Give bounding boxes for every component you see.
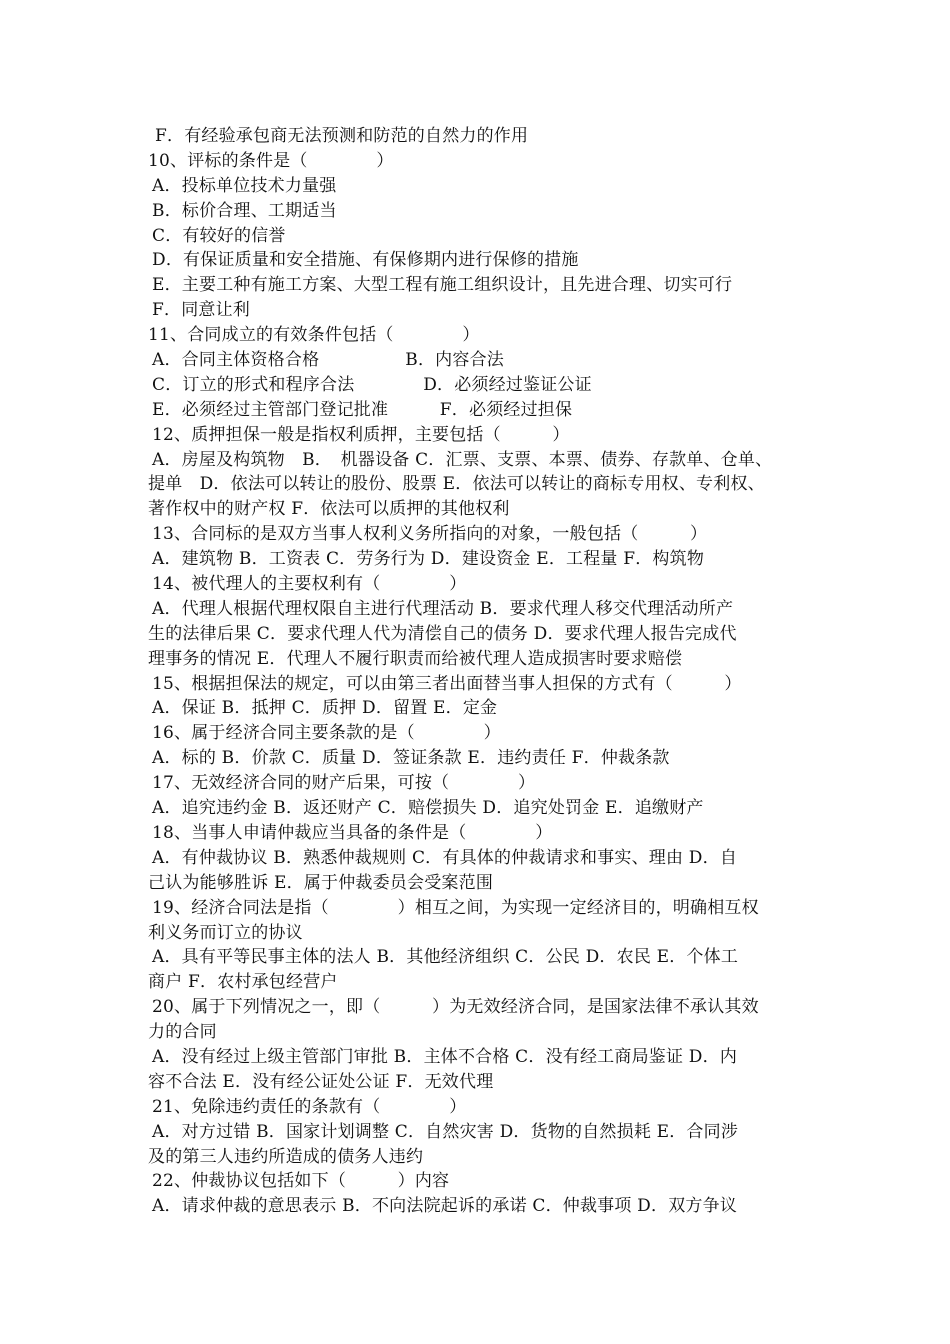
question-line: 13、合同标的是双方当事人权利义务所指向的对象，一般包括（ ）	[152, 524, 708, 545]
option-line: A．对方过错 B．国家计划调整 C．自然灾害 D．货物的自然损耗 E．合同涉	[152, 1121, 739, 1142]
option-line: A．建筑物 B．工资表 C．劳务行为 D．建设资金 E．工程量 F．构筑物	[152, 549, 705, 570]
question-line: 11、合同成立的有效条件包括（ ）	[148, 325, 480, 346]
option-line: B．标价合理、工期适当	[152, 200, 337, 221]
question-line: 22、仲裁协议包括如下（ ）内容	[152, 1171, 450, 1192]
option-line: C．有较好的信誉	[152, 225, 286, 246]
question-line: 力的合同	[148, 1022, 217, 1043]
option-line: A．房屋及构筑物 B． 机器设备 C．汇票、支票、本票、债券、存款单、仓单、	[152, 449, 773, 470]
option-line: A．没有经过上级主管部门审批 B．主体不合格 C．没有经工商局鉴证 D．内	[152, 1046, 738, 1067]
option-line: 容不合法 E．没有经公证处公证 F．无效代理	[148, 1071, 494, 1092]
option-line: D．有保证质量和安全措施、有保修期内进行保修的措施	[152, 250, 579, 271]
question-line: 18、当事人申请仲裁应当具备的条件是（ ）	[152, 822, 553, 843]
option-line: 生的法律后果 C．要求代理人代为清偿自己的债务 D．要求代理人报告完成代	[148, 623, 737, 644]
question-line: 12、质押担保一般是指权利质押，主要包括（ ）	[152, 424, 570, 445]
question-line: 14、被代理人的主要权利有（ ）	[152, 574, 467, 595]
option-line: 著作权中的财产权 F．依法可以质押的其他权利	[148, 499, 510, 520]
option-line: 及的第三人违约所造成的债务人违约	[148, 1146, 424, 1167]
option-line: F．有经验承包商无法预测和防范的自然力的作用	[155, 126, 529, 146]
option-line: 理事务的情况 E．代理人不履行职责而给被代理人造成损害时要求赔偿	[148, 648, 683, 669]
option-line: E．必须经过主管部门登记批准 F．必须经过担保	[152, 399, 573, 420]
question-line: 16、属于经济合同主要条款的是（ ）	[152, 723, 501, 744]
question-line: 利义务而订立的协议	[148, 922, 303, 943]
option-line: A．合同主体资格合格 B．内容合法	[152, 350, 504, 371]
option-line: A．请求仲裁的意思表示 B．不向法院起诉的承诺 C．仲裁事项 D．双方争议	[152, 1196, 738, 1217]
document-body	[148, 124, 828, 1219]
option-line: 提单 D．依法可以转让的股份、股票 E．依法可以转让的商标专用权、专利权、	[148, 474, 765, 495]
option-line: E．主要工种有施工方案、大型工程有施工组织设计，且先进合理、切实可行	[152, 275, 733, 296]
option-line: 己认为能够胜诉 E．属于仲裁委员会受案范围	[148, 872, 494, 893]
question-line: 17、无效经济合同的财产后果，可按（ ）	[152, 773, 536, 794]
option-line: A．代理人根据代理权限自主进行代理活动 B．要求代理人移交代理活动所产	[152, 598, 734, 619]
option-line: F．同意让利	[152, 300, 250, 321]
option-line: 商户 F．农村承包经营户	[148, 972, 338, 993]
question-line: 21、免除违约责任的条款有（ ）	[152, 1096, 467, 1117]
option-line: A．有仲裁协议 B．熟悉仲裁规则 C．有具体的仲裁请求和事实、理由 D．自	[152, 847, 738, 868]
option-line: A．具有平等民事主体的法人 B．其他经济组织 C．公民 D．农民 E．个体工	[152, 947, 739, 968]
option-line: A．追究违约金 B．返还财产 C．赔偿损失 D．追究处罚金 E．追缴财产	[152, 798, 704, 819]
question-line: 19、经济合同法是指（ ）相互之间，为实现一定经济目的，明确相互权	[152, 897, 759, 918]
option-line: A．保证 B．抵押 C．质押 D．留置 E．定金	[152, 698, 498, 719]
question-line: 15、根据担保法的规定，可以由第三者出面替当事人担保的方式有（ ）	[152, 673, 742, 694]
question-line: 10、评标的条件是（ ）	[148, 150, 394, 171]
option-line: A．投标单位技术力量强	[152, 175, 337, 196]
question-line: 20、属于下列情况之一，即（ ）为无效经济合同，是国家法律不承认其效	[152, 997, 759, 1018]
option-line: A．标的 B．价款 C．质量 D．签证条款 E．违约责任 F．仲裁条款	[152, 748, 670, 769]
option-line: C．订立的形式和程序合法 D．必须经过鉴证公证	[152, 374, 592, 395]
